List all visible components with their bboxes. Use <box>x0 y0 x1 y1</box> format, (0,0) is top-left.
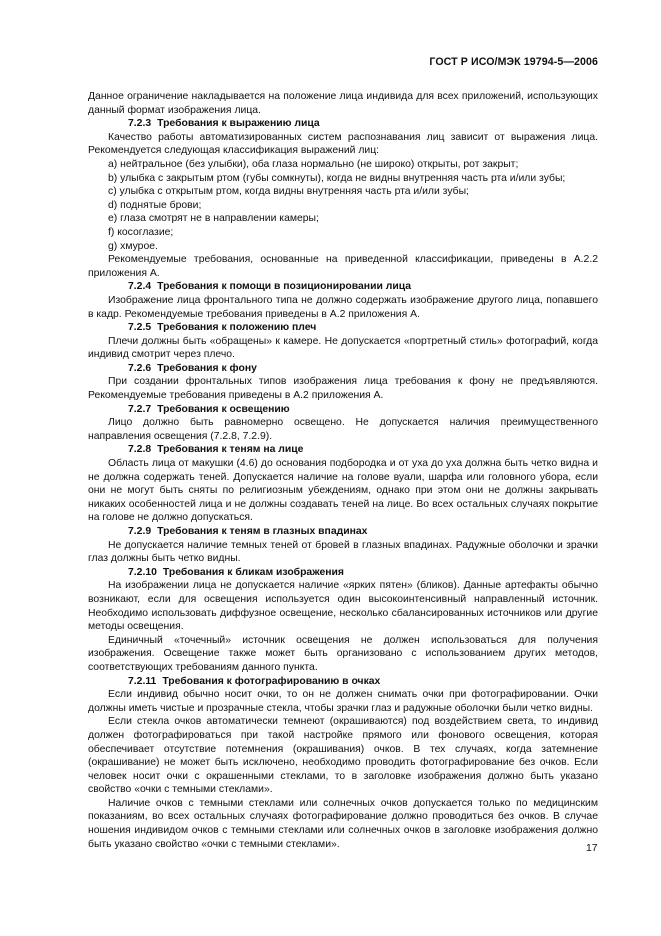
list-item: f) косоглазие; <box>108 226 174 238</box>
paragraph: Качество работы автоматизированных систем распознавания лиц зависит от выражения лица. Рекомендуется следующая классификация выражений лиц: <box>88 131 598 157</box>
section-heading <box>88 280 598 294</box>
section-title: Требования к положению плеч <box>157 322 317 334</box>
paragraph: Если стекла очков автоматически темнеют (окрашиваются) под воздействием света, то индивид должен фотографироваться при такой настройке прямого или фонового освещения, которая обеспечивает отсутствие потемнения (окрашивания) очков. В тех случаях, когда затемнение (окрашивание) не может быть исключено, необходимо проводить фотографирование без очков. Если человек носит очки с окрашенными стеклами, то в заголовке изображения должно быть указано свойство «очки с темными стеклами». <box>88 716 598 796</box>
section-title: Требования к выражению лица <box>157 118 320 130</box>
list-item: e) глаза смотрят не в направлении камеры; <box>108 213 319 225</box>
section-title: Требования к теням в глазных впадинах <box>157 526 368 537</box>
section-title: Требования к освещению <box>157 403 290 415</box>
section-title: Требования к бликам изображения <box>162 566 344 578</box>
section-number: 7.2.8 <box>128 444 152 456</box>
section-number: 7.2.9 <box>128 526 152 537</box>
paragraph: На изображении лица не допускается наличие «ярких пятен» (бликов). Данные артефакты обычно возникают, если для освещения используется один высокоинтенсивный направленный источник. Необходимо использовать диффузное освещение, несколько сбалансированных источников или другие методы освещения. <box>88 580 598 633</box>
paragraph: Лицо должно быть равномерно освещено. Не допускается наличия преимущественного направления освещения (7.2.8, 7.2.9). <box>88 417 598 442</box>
paragraph: Если индивид обычно носит очки, то он не должен снимать очки при фотографировании. Очки должны иметь чистые и прозрачные стекла, чтобы зрачки глаз и радужные оболочки были четко видны. <box>88 689 598 714</box>
list-item: g) хмурое. <box>108 240 158 252</box>
section-title: Требования к фону <box>157 362 257 374</box>
document-code: ГОСТ Р ИСО/МЭК 19794-5—2006 <box>429 56 598 68</box>
page-number: 17 <box>586 843 598 854</box>
paragraph: Наличие очков с темными стеклами или солнечных очков допускается только по медицинским показаниям, во всех остальных случаях фотографирование должно проводиться без очков. В случае ношения индивидом очков с темными стеклами или солнечных очков в заголовке изображения должно быть указано свойство «очки с темными стеклами». <box>88 797 598 850</box>
section-heading <box>88 321 598 335</box>
section-title: Требования к помощи в позиционировании лица <box>157 281 412 293</box>
paragraph: Единичный «точечный» источник освещения не должен использоваться для получения изображения. Освещение также может быть организовано с использованием других методов, соответствующих требованиям данного пункта. <box>88 634 598 673</box>
section-number: 7.2.6 <box>128 362 152 374</box>
paragraph: Данное ограничение накладывается на положение лица индивида для всех приложений, использующих данный формат изображения лица. <box>88 91 598 116</box>
paragraph: Не допускается наличие темных теней от бровей в глазных впадинах. Радужные оболочки и зрачки глаз должны быть четко видны. <box>88 539 598 565</box>
section-number: 7.2.10 <box>128 566 157 578</box>
section-heading <box>88 525 598 539</box>
section-heading <box>88 403 598 417</box>
section-number: 7.2.7 <box>128 403 152 415</box>
section-heading <box>88 362 598 376</box>
section-number: 7.2.3 <box>128 118 152 130</box>
section-number: 7.2.5 <box>128 322 152 334</box>
paragraph: Изображение лица фронтального типа не должно содержать изображение другого лица, попавшего в кадр. Рекомендуемые требования приведены в А.2 приложения А. <box>88 294 598 320</box>
paragraph: Область лица от макушки (4.6) до основания подбородка и от уха до уха должна быть четко видна и не должна содержать теней. Допускается наличие на голове вуали, шарфа или головного убора, если они не могут быть сняты по религиозным убеждениям, однако при этом они не должны закрывать никаких особенностей лица и не должны создавать теней на лице. Во всех остальных случаях покрытие на голове не должно допускаться. <box>88 458 598 524</box>
paragraph: Плечи должны быть «обращены» к камере. Не допускается «портретный стиль» фотографий, когда индивид смотрит через плечо. <box>88 335 598 361</box>
section-number: 7.2.4 <box>128 281 152 293</box>
paragraph: При создании фронтальных типов изображения лица требования к фону не предъявляются. Рекомендуемые требования приведены в А.2 приложения А. <box>88 376 598 402</box>
list-item: b) улыбка с закрытым ртом (губы сомкнуты), когда не видны внутренняя часть рта и/или зубы; <box>108 172 566 184</box>
section-heading <box>88 117 598 131</box>
page-body <box>88 90 598 851</box>
section-title: Требования к фотографированию в очках <box>162 675 381 687</box>
section-title: Требования к теням на лице <box>157 444 304 456</box>
list-item: d) поднятые брови; <box>108 199 202 211</box>
section-heading <box>88 566 598 580</box>
list-item: a) нейтральное (без улыбки), оба глаза нормально (не широко) открыты, рот закрыт; <box>108 158 519 170</box>
list-item: c) улыбка с открытым ртом, когда видны внутренняя часть рта и/или зубы; <box>108 186 469 198</box>
paragraph: Рекомендуемые требования, основанные на приведенной классификации, приведены в А.2.2 приложения А. <box>88 254 598 279</box>
section-number: 7.2.11 <box>128 675 157 687</box>
section-heading <box>88 675 598 689</box>
section-heading <box>88 443 598 457</box>
